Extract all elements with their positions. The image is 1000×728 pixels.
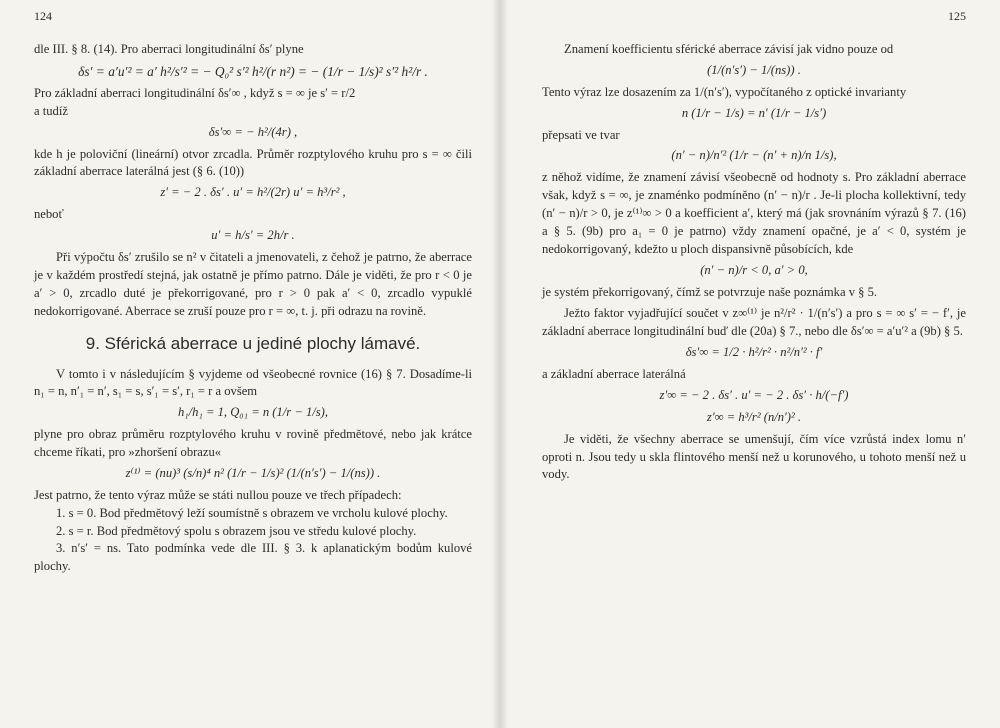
equation: δs′ = a′u′² = a′ h²/s′² = − Q₀² s′² h²/(r n²) = − (1/r − 1/s)² s′² h²/r .: [78, 63, 428, 79]
list-item: 3. n′s′ = ns. Tato podmínka vede dle III. § 3. k aplanatickým bodům kulové plochy.: [34, 541, 472, 574]
equation: z⁽¹⁾ = (nu)³ (s/n)⁴ n² (1/r − 1/s)² (1/(n′s′) − 1/(ns)) .: [125, 465, 381, 480]
page-number: 124: [34, 9, 52, 23]
paragraph: Znamení koefficientu sférické aberrace závisí jak vidno pouze od: [564, 42, 894, 57]
equation: h₁/h₁ = 1, Q₀₁ = n (1/r − 1/s),: [177, 405, 329, 420]
equation: (n′ − n)/r < 0, a′ > 0,: [700, 262, 808, 277]
equation: δs′∞ = − h²/(4r) ,: [208, 124, 298, 139]
paragraph: Je viděti, že všechny aberrace se umenšují, čím více vzrůstá index lomu n′ oproti n. Jsou tedy u skla flintového menší než u korunového, u tohoto menší než u vody.: [542, 431, 966, 482]
equation: (1/(n′s′) − 1/(ns)) .: [707, 62, 801, 77]
right-page: [500, 0, 1000, 728]
list-item: 2. s = r. Bod předmětový spolu s obrazem jsou ve středu kulové plochy.: [56, 523, 417, 538]
equation: (n′ − n)/n′² (1/r − (n′ + n)/n 1/s),: [671, 148, 837, 163]
paragraph: Jest patrno, že tento výraz může se státi nullou pouze ve třech případech:: [34, 487, 402, 502]
list-item: 1. s = 0. Bod předmětový leží soumístně s obrazem ve vrcholu kulové plochy.: [56, 505, 448, 520]
paragraph: z něhož vidíme, že znamení závisí všeobecně od hodnoty s. Pro základní aberrace však, když s = ∞, je znaménko podmíněno (n′ − n)/r . Je-li plocha kollektivní, tedy (n′ − n)/r > 0, je z⁽¹⁾∞ > 0 a koefficient a′, který má (jak srovnáním výrazů § 7. (16) a § 5. (9b) pro a₁ = 0 je patrno) vždy znamení opačné, je a′ < 0, systém je nedokorrigovaný, kdežto u ploch dispansivně působících, kde: [542, 170, 966, 256]
paragraph: Pro základní aberraci longitudinální δs′∞ , když s = ∞ je s′ = r/2: [34, 85, 356, 100]
paragraph: kde h je poloviční (lineární) otvor zrcadla. Průměr rozptylového kruhu pro s = ∞ čili základní aberrace laterálná jest (§ 6. (10)): [34, 146, 472, 179]
paragraph: neboť: [34, 207, 64, 222]
equation: n (1/r − 1/s) = n′ (1/r − 1/s′): [681, 105, 827, 120]
paragraph: plyne pro obraz průměru rozptylového kruhu v rovině předmětové, nebo jak krátce chceme říkati, pro »zhoršení obrazu«: [34, 427, 472, 460]
section-heading: 9. Sférická aberrace u jediné plochy lámavé.: [85, 334, 421, 354]
paragraph: a tudíž: [34, 103, 68, 118]
paragraph: dle III. § 8. (14). Pro aberraci longitudinální δs′ plyne: [34, 42, 304, 57]
equation: δs′∞ = 1/2 · h²/r² · n²/n′² · f′: [685, 345, 823, 360]
equation: z′∞ = h³/r² (n/n′)² .: [706, 409, 802, 424]
paragraph: Ježto faktor vyjadřující součet v z∞⁽¹⁾ je n²/r² · 1/(n′s′) a pro s = ∞ s′ = − f′, je základní aberrace longitudinální buď dle (20a) § 7., nebo dle δs′∞ = a′u′² a (9b) § 5.: [542, 306, 966, 339]
paragraph: je systém překorrigovaný, čímž se potvrzuje naše poznámka v § 5.: [542, 284, 878, 299]
paragraph: V tomto i v následujícím § vyjdeme od všeobecné rovnice (16) § 7. Dosadíme-li n₁ = n, n′₁ = n′, s₁ = s, s′₁ = s′, r₁ = r a ovšem: [34, 366, 472, 399]
paragraph: přepsati ve tvar: [542, 127, 620, 142]
paragraph: a základní aberrace laterálná: [542, 367, 686, 382]
paragraph: Tento výraz lze dosazením za 1/(n′s′), vypočítaného z optické invarianty: [542, 84, 907, 99]
equation: z′∞ = − 2 . δs′ . u′ = − 2 . δs′ · h/(−f′): [659, 387, 849, 402]
page-number: 125: [948, 9, 966, 23]
equation: u′ = h/s′ = 2h/r .: [211, 228, 295, 243]
paragraph: Při výpočtu δs′ zrušilo se n² v čitateli a jmenovateli, z čehož je patrno, že aberrace je v každém prostředí stejná, jak ostatně je přímo patrno. Dále je viděti, že pro r < 0 je a′ > 0, zrcadlo duté je překorrigované, pro r > 0 pak a′ < 0, zrcadlo vypuklé nedokorrigované. Aberrace se zruší pouze pro r = ∞, t. j. při odrazu na rovině.: [34, 249, 472, 318]
equation: z′ = − 2 . δs′ . u′ = h²/(2r) u′ = h³/r² ,: [160, 185, 346, 200]
